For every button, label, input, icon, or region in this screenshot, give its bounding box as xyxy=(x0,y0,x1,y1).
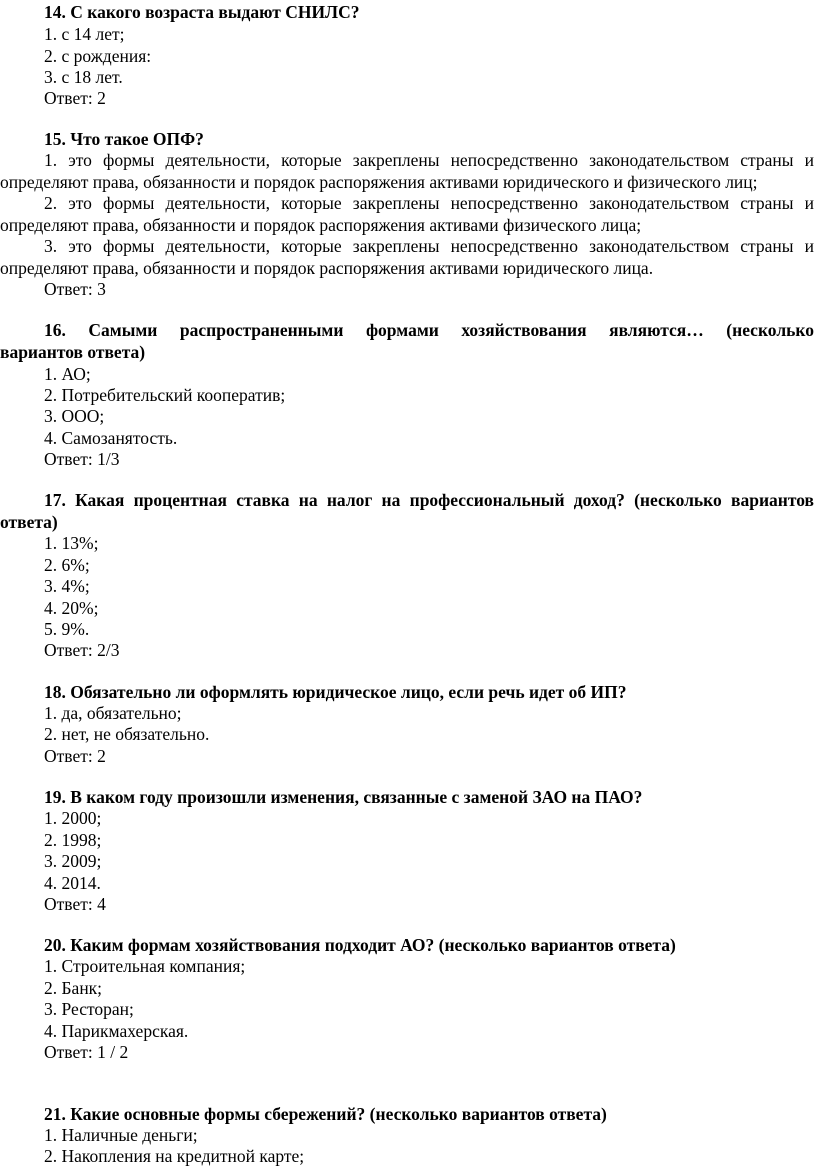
question-17-option-2: 2. 6%; xyxy=(44,555,90,575)
question-20-option-1: 1. Строительная компания; xyxy=(44,956,246,976)
question-17-title-line-2: ответа) xyxy=(0,512,58,532)
question-16-option-3: 3. ООО; xyxy=(44,406,105,426)
question-15-option-2-line-2: определяют права, обязанности и порядок распоряжения активами физического лица; xyxy=(0,215,642,235)
question-20-answer: Ответ: 1 / 2 xyxy=(44,1042,129,1062)
question-19-option-3: 3. 2009; xyxy=(44,851,102,871)
question-15-option-1-line-1: 1. это формы деятельности, которые закреплены непосредственно законодательством страны и xyxy=(44,150,814,170)
question-18-option-2: 2. нет, не обязательно. xyxy=(44,724,210,744)
question-14-title: 14. С какого возраста выдают СНИЛС? xyxy=(44,2,360,22)
question-17-option-5: 5. 9%. xyxy=(44,619,90,639)
question-15-option-1-line-2: определяют права, обязанности и порядок распоряжения активами юридического и физического лиц; xyxy=(0,172,758,192)
question-17-option-1: 1. 13%; xyxy=(44,533,99,553)
question-18-answer: Ответ: 2 xyxy=(44,746,106,766)
question-15-title: 15. Что такое ОПФ? xyxy=(44,129,204,149)
question-17-title-line-1: 17. Какая процентная ставка на налог на профессиональный доход? (несколько вариантов xyxy=(44,490,814,510)
question-15-answer: Ответ: 3 xyxy=(44,279,106,299)
question-14-answer: Ответ: 2 xyxy=(44,88,106,108)
question-17-option-3: 3. 4%; xyxy=(44,576,90,596)
question-16-answer: Ответ: 1/3 xyxy=(44,449,120,469)
question-17-option-4: 4. 20%; xyxy=(44,598,99,618)
question-19-option-1: 1. 2000; xyxy=(44,808,102,828)
question-19-title: 19. В каком году произошли изменения, связанные с заменой ЗАО на ПАО? xyxy=(44,787,643,807)
question-15-option-2-line-1: 2. это формы деятельности, которые закреплены непосредственно законодательством страны и xyxy=(44,193,814,213)
question-19-answer: Ответ: 4 xyxy=(44,894,106,914)
question-14-option-1: 1. с 14 лет; xyxy=(44,24,125,44)
question-20-option-4: 4. Парикмахерская. xyxy=(44,1021,189,1041)
question-15-option-3-line-2: определяют права, обязанности и порядок распоряжения активами юридического лица. xyxy=(0,258,654,278)
question-15-option-3-line-1: 3. это формы деятельности, которые закреплены непосредственно законодательством страны и xyxy=(44,236,814,256)
question-19-option-4: 4. 2014. xyxy=(44,873,101,893)
question-14-option-3: 3. с 18 лет. xyxy=(44,67,123,87)
question-21-option-1: 1. Наличные деньги; xyxy=(44,1125,198,1145)
question-16-option-4: 4. Самозанятость. xyxy=(44,428,178,448)
question-18-title: 18. Обязательно ли оформлять юридическое лицо, если речь идет об ИП? xyxy=(44,682,627,702)
question-19-option-2: 2. 1998; xyxy=(44,830,102,850)
question-17-answer: Ответ: 2/3 xyxy=(44,640,120,660)
question-20-option-3: 3. Ресторан; xyxy=(44,999,134,1019)
question-14-option-2: 2. с рождения: xyxy=(44,46,152,66)
question-21-title: 21. Какие основные формы сбережений? (несколько вариантов ответа) xyxy=(44,1104,607,1124)
question-20-option-2: 2. Банк; xyxy=(44,978,103,998)
question-21-option-2: 2. Накопления на кредитной карте; xyxy=(44,1146,305,1166)
question-16-title-line-1: 16. Самыми распространенными формами хозяйствования являются… (несколько xyxy=(44,320,814,340)
question-16-title-line-2: вариантов ответа) xyxy=(0,342,146,362)
question-16-option-2: 2. Потребительский кооператив; xyxy=(44,385,286,405)
question-16-option-1: 1. АО; xyxy=(44,364,91,384)
question-18-option-1: 1. да, обязательно; xyxy=(44,703,182,723)
question-20-title: 20. Каким формам хозяйствования подходит АО? (несколько вариантов ответа) xyxy=(44,935,676,955)
